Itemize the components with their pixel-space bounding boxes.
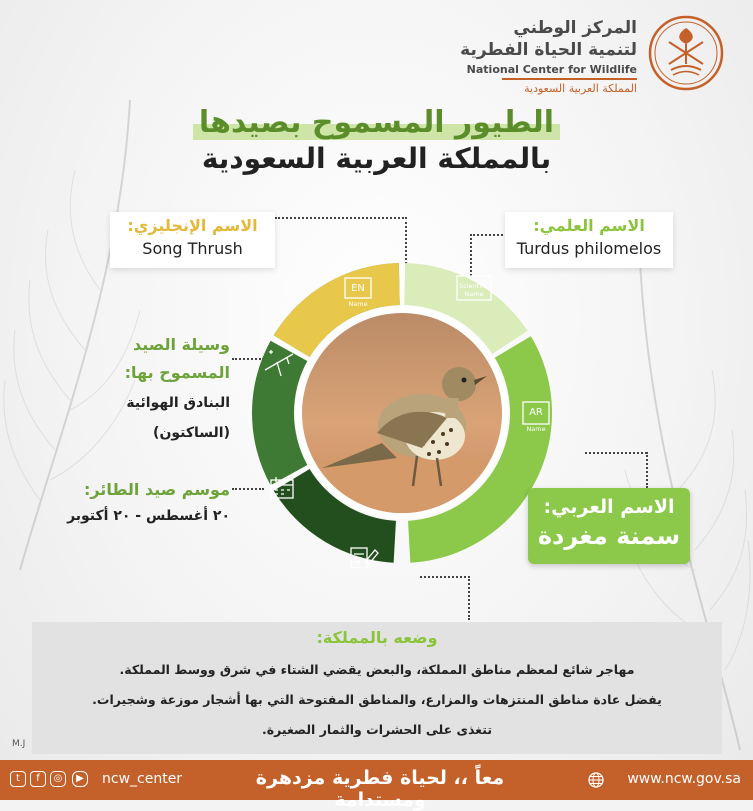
website-link[interactable]: www.ncw.gov.sa bbox=[627, 771, 741, 787]
hunting-season-label: موسم صيد الطائر: bbox=[83, 480, 230, 499]
instagram-icon[interactable]: ◎ bbox=[50, 771, 66, 787]
org-name-en: National Center for Wildlife bbox=[466, 63, 637, 76]
connector-ar-h bbox=[585, 452, 647, 454]
connector-en bbox=[275, 217, 407, 264]
english-name-label: الاسم الإنجليزي: bbox=[127, 216, 258, 235]
footer-bar bbox=[0, 760, 753, 811]
info-ring bbox=[247, 258, 557, 568]
scientific-name-card bbox=[505, 212, 673, 268]
country-name-ar: المملكة العربية السعودية bbox=[524, 82, 637, 95]
scientific-name-label: الاسم العلمي: bbox=[533, 216, 645, 235]
social-handle[interactable]: ncw_center bbox=[102, 771, 183, 787]
svg-text:Scientific: Scientific bbox=[459, 282, 489, 290]
svg-text:EN: EN bbox=[351, 283, 365, 294]
svg-text:Name: Name bbox=[526, 425, 546, 433]
connector-ar bbox=[646, 452, 648, 488]
connector-status bbox=[420, 576, 470, 620]
org-name-ar-line2: لتنمية الحياة الفطرية bbox=[460, 40, 637, 60]
globe-icon bbox=[588, 772, 604, 788]
footer-slogan: معاً ،، لحياة فطرية مزدهرة ومستدامة bbox=[255, 767, 505, 811]
hunting-method-label-1: وسيلة الصيد bbox=[132, 335, 230, 354]
page-title: الطيور المسموح بصيدها bbox=[0, 105, 753, 140]
hunting-method-label-2: المسموح بها: bbox=[124, 363, 230, 382]
scientific-name-value: Turdus philomelos bbox=[516, 239, 662, 258]
svg-text:Name: Name bbox=[464, 290, 484, 298]
hunting-method-value-2: (الساكتون) bbox=[153, 425, 230, 441]
org-name-ar-line1: المركز الوطني bbox=[513, 18, 637, 38]
hunting-season-value: ٢٠ أغسطس - ٢٠ أكتوبر bbox=[67, 508, 230, 524]
org-logo bbox=[425, 14, 725, 94]
svg-text:Name: Name bbox=[348, 300, 368, 308]
status-title: وضعه بالمملكة: bbox=[316, 628, 438, 647]
ncw-emblem-icon bbox=[647, 14, 725, 92]
logo-divider bbox=[502, 78, 637, 80]
svg-text:AR: AR bbox=[529, 407, 543, 418]
english-name-value: Song Thrush bbox=[142, 239, 243, 258]
photo-credit: M.J bbox=[12, 739, 26, 749]
status-line-1: مهاجر شائع لمعظم مناطق المملكة، والبعض يقضي الشتاء في شرق ووسط المملكة. bbox=[119, 662, 635, 677]
status-line-2: يفضل عادة مناطق المنتزهات والمزارع، والمناطق المفتوحة التي بها أشجار موزعة وشجيرات. bbox=[92, 692, 662, 707]
arabic-name-value: سمنة مغردة bbox=[537, 522, 681, 550]
status-line-3: تتغذى على الحشرات والثمار الصغيرة. bbox=[261, 722, 493, 737]
arabic-name-label: الاسم العربي: bbox=[543, 496, 675, 518]
twitter-icon[interactable]: t bbox=[10, 771, 26, 787]
facebook-icon[interactable]: f bbox=[30, 771, 46, 787]
arabic-name-card bbox=[528, 488, 690, 564]
youtube-icon[interactable]: ▶ bbox=[72, 771, 88, 787]
page-subtitle: بالمملكة العربية السعودية bbox=[201, 142, 552, 175]
english-name-card bbox=[110, 212, 275, 268]
status-panel bbox=[32, 622, 722, 754]
hunting-method-value-1: البنادق الهوائية bbox=[126, 395, 230, 411]
